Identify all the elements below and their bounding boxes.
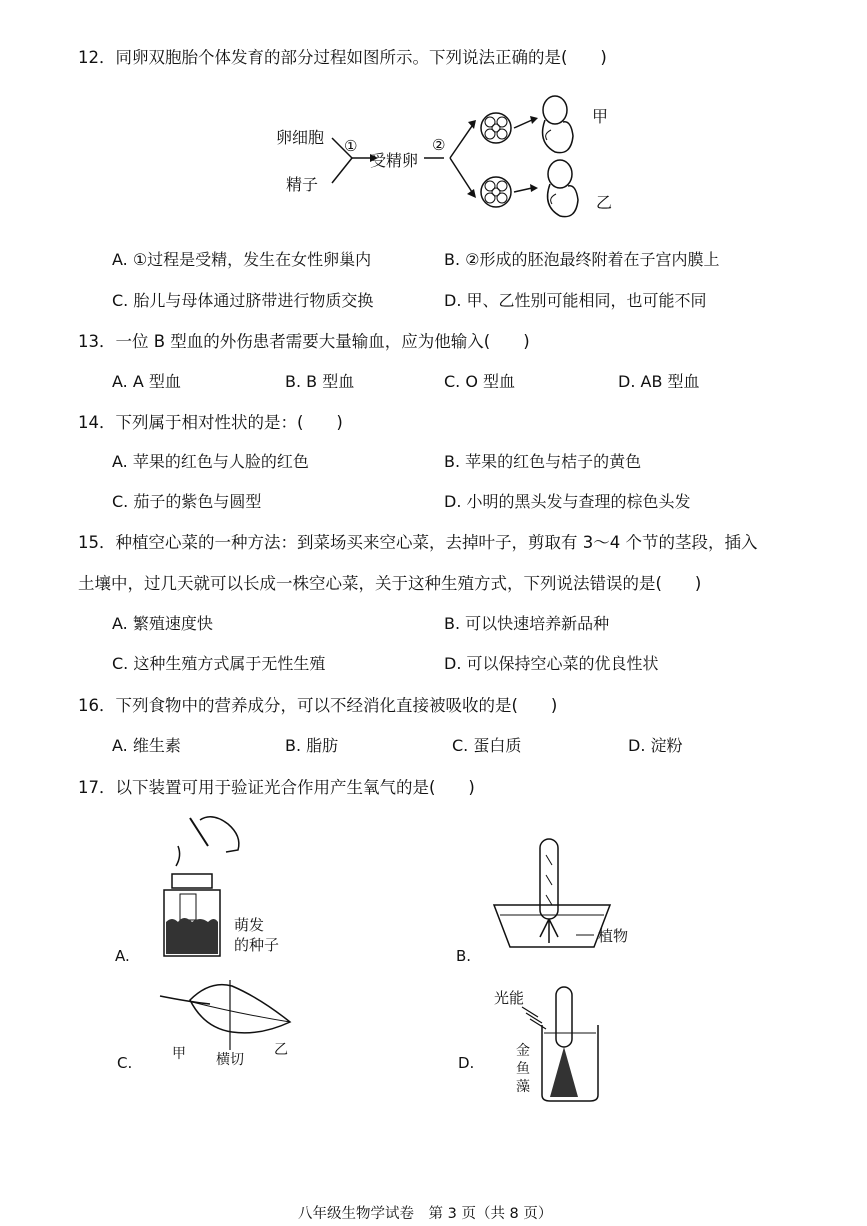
figure-d-algae-beaker <box>490 985 620 1105</box>
question-12-stem: 12．同卵双胞胎个体发育的部分过程如图所示。下列说法正确的是( ) <box>78 48 607 67</box>
fetus-yi <box>548 160 578 217</box>
figure-a-seed-jar <box>150 810 310 960</box>
hand-shape <box>200 817 239 852</box>
embryo-cluster-bottom <box>481 177 511 207</box>
sperm-line <box>332 158 352 183</box>
q15-option-b[interactable]: B. 可以快速培养新品种 <box>444 614 610 633</box>
seeds-label-1: 萌发 <box>234 916 265 934</box>
plant <box>540 919 558 943</box>
q17-option-d[interactable]: D. <box>458 1054 475 1072</box>
embryo-cluster-top <box>481 113 511 143</box>
question-15-stem-line1: 15．种植空心菜的一种方法：到菜场买来空心菜，去掉叶子，剪取有 3～4 个节的茎段，插入 <box>78 533 758 552</box>
plant-label: 植物 <box>598 927 629 945</box>
test-tube-d <box>556 987 572 1047</box>
jia-label-c: 甲 <box>172 1046 186 1062</box>
jia-label: 甲 <box>592 107 609 126</box>
light-label: 光能 <box>494 989 525 1007</box>
q14-option-a[interactable]: A. 苹果的红色与人脸的红色 <box>112 452 309 471</box>
step1-label: ① <box>344 137 358 155</box>
algae-label-2: 鱼 <box>516 1061 530 1077</box>
q16-option-b[interactable]: B. 脂肪 <box>285 736 339 755</box>
page-footer: 八年级生物学试卷 第 3 页（共 8 页） <box>298 1206 553 1222</box>
figure-c-leaf <box>150 980 310 1070</box>
q12-option-a[interactable]: A. ①过程是受精，发生在女性卵巢内 <box>112 250 372 269</box>
q12-option-d[interactable]: D. 甲、乙性别可能相同，也可能不同 <box>444 291 707 310</box>
leaf-stem <box>160 996 210 1004</box>
step2-label: ② <box>432 136 446 154</box>
q13-option-c[interactable]: C. O 型血 <box>444 372 516 391</box>
q17-option-c[interactable]: C. <box>117 1054 133 1072</box>
q15-option-d[interactable]: D. 可以保持空心菜的优良性状 <box>444 654 659 673</box>
seeds-label-2: 的种子 <box>234 936 280 954</box>
figure-b-plant-tube <box>490 835 660 955</box>
q13-option-a[interactable]: A. A 型血 <box>112 372 181 391</box>
sperm-label: 精子 <box>286 175 319 194</box>
question-16-stem: 16．下列食物中的营养成分，可以不经消化直接被吸收的是( ) <box>78 696 558 715</box>
candle <box>180 894 196 920</box>
fetus-jia <box>543 96 573 153</box>
q12-option-c[interactable]: C. 胎儿与母体通过脐带进行物质交换 <box>112 291 374 310</box>
q13-option-d[interactable]: D. AB 型血 <box>618 372 700 391</box>
question-17-stem: 17．以下装置可用于验证光合作用产生氧气的是( ) <box>78 778 475 797</box>
q17-option-a[interactable]: A. <box>115 947 130 965</box>
q15-option-c[interactable]: C. 这种生殖方式属于无性生殖 <box>112 654 326 673</box>
leaf-outline <box>190 985 290 1033</box>
q14-option-b[interactable]: B. 苹果的红色与桔子的黄色 <box>444 452 642 471</box>
algae-label-1: 金 <box>516 1043 530 1059</box>
test-tube <box>540 839 558 919</box>
q16-option-a[interactable]: A. 维生素 <box>112 736 181 755</box>
q13-option-b[interactable]: B. B 型血 <box>285 372 355 391</box>
algae-label-3: 藻 <box>516 1079 530 1095</box>
fertilization-diagram <box>270 88 630 238</box>
q16-option-d[interactable]: D. 淀粉 <box>628 736 683 755</box>
question-13-stem: 13．一位 B 型血的外伤患者需要大量输血，应为他输入( ) <box>78 332 530 351</box>
yi-label: 乙 <box>596 193 613 212</box>
question-15-stem-line2: 土壤中，过几天就可以长成一株空心菜，关于这种生殖方式，下列说法错误的是( ) <box>78 574 702 593</box>
egg-label: 卵细胞 <box>276 128 325 147</box>
q15-option-a[interactable]: A. 繁殖速度快 <box>112 614 213 633</box>
zygote-label: 受精卵 <box>370 151 419 170</box>
seeds-fill <box>166 918 218 954</box>
q17-option-b[interactable]: B. <box>456 947 472 965</box>
q14-option-c[interactable]: C. 茄子的紫色与圆型 <box>112 492 262 511</box>
algae <box>550 1047 578 1097</box>
q12-option-b[interactable]: B. ②形成的胚泡最终附着在子宫内膜上 <box>444 250 720 269</box>
q16-option-c[interactable]: C. 蛋白质 <box>452 736 522 755</box>
yi-label-c: 乙 <box>274 1042 288 1058</box>
q14-option-d[interactable]: D. 小明的黑头发与查理的棕色头发 <box>444 492 691 511</box>
question-14-stem: 14．下列属于相对性状的是：( ) <box>78 413 343 432</box>
crosscut-label: 横切 <box>216 1052 244 1068</box>
